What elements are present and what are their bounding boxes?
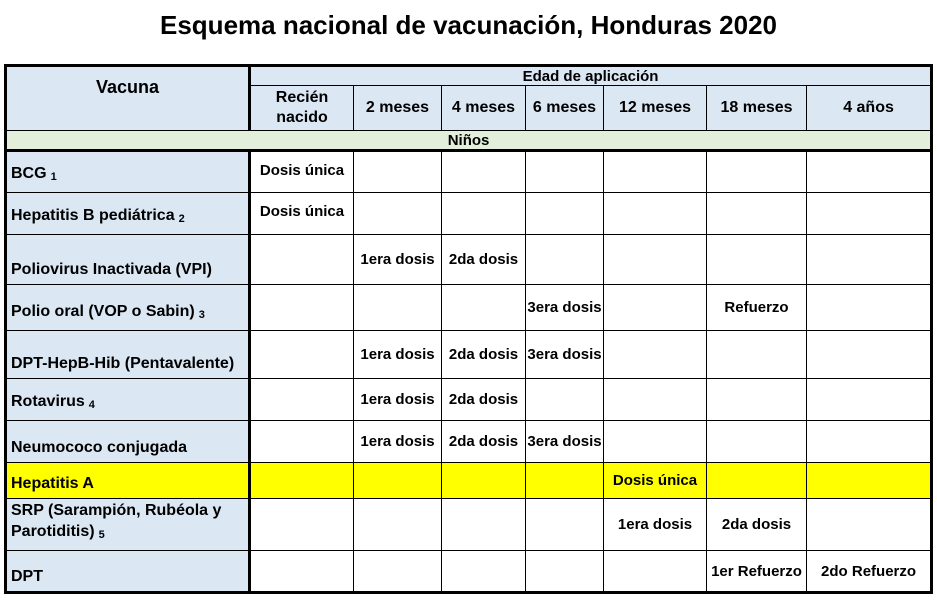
table-row <box>6 285 932 331</box>
age-header: 6 meses <box>526 86 604 131</box>
age-header: 4 meses <box>442 86 526 131</box>
footnote-marker: 5 <box>98 529 105 541</box>
table-row <box>6 463 932 499</box>
age-header: 12 meses <box>604 86 707 131</box>
group-label: Niños <box>6 131 932 151</box>
dose-cell <box>707 379 807 421</box>
vaccine-name <box>6 285 250 331</box>
dose-cell <box>354 499 442 551</box>
dose-cell <box>354 151 442 193</box>
dose-cell <box>250 235 354 285</box>
vaccine-name <box>6 193 250 235</box>
dose-cell: 2da dosis <box>442 421 526 463</box>
dose-cell <box>807 235 932 285</box>
vaccine-label: Hepatitis B pediátrica <box>11 207 175 224</box>
dose-cell: Dosis única <box>250 151 354 193</box>
vaccine-name <box>6 463 250 499</box>
dose-cell <box>250 463 354 499</box>
dose-cell: 1era dosis <box>354 235 442 285</box>
dose-cell: 1era dosis <box>354 421 442 463</box>
table-row <box>6 379 932 421</box>
dose-cell: 2da dosis <box>442 331 526 379</box>
dose-cell <box>604 379 707 421</box>
dose-cell <box>442 151 526 193</box>
dose-cell <box>807 193 932 235</box>
dose-cell: 2da dosis <box>442 235 526 285</box>
dose-cell <box>250 551 354 593</box>
dose-cell <box>354 551 442 593</box>
dose-cell: 1era dosis <box>604 499 707 551</box>
vaccine-name <box>6 331 250 379</box>
vaccine-name <box>6 151 250 193</box>
dose-cell <box>442 193 526 235</box>
dose-cell <box>604 151 707 193</box>
vaccine-name <box>6 499 250 551</box>
dose-cell: Refuerzo <box>707 285 807 331</box>
age-header: Recién nacido <box>250 86 354 131</box>
page-title: Esquema nacional de vacunación, Honduras 2020 <box>160 10 777 40</box>
dose-cell <box>604 551 707 593</box>
vaccine-name <box>6 421 250 463</box>
dose-cell <box>807 285 932 331</box>
dose-cell <box>250 379 354 421</box>
vaccine-name <box>6 551 250 593</box>
dose-cell <box>807 379 932 421</box>
dose-cell <box>442 551 526 593</box>
dose-cell: 2da dosis <box>442 379 526 421</box>
dose-cell <box>604 193 707 235</box>
dose-cell <box>807 463 932 499</box>
dose-cell <box>604 235 707 285</box>
dose-cell <box>604 421 707 463</box>
dose-cell: Dosis única <box>604 463 707 499</box>
dose-cell: Dosis única <box>250 193 354 235</box>
table-row <box>6 235 932 285</box>
vaccine-label: SRP (Sarampión, Rubéola y Parotiditis) <box>11 502 222 540</box>
vaccine-label: DPT-HepB-Hib (Pentavalente) <box>11 355 235 372</box>
footnote-marker: 3 <box>198 309 205 321</box>
dose-cell <box>354 285 442 331</box>
table-row <box>6 193 932 235</box>
dose-cell <box>604 331 707 379</box>
dose-cell <box>250 285 354 331</box>
dose-cell <box>807 499 932 551</box>
table-row <box>6 499 932 551</box>
vaccine-label: Poliovirus Inactivada (VPI) <box>11 261 212 278</box>
age-group-header: Edad de aplicación <box>250 66 932 86</box>
dose-cell <box>526 151 604 193</box>
dose-cell <box>250 499 354 551</box>
dose-cell <box>526 235 604 285</box>
vaccine-name <box>6 379 250 421</box>
dose-cell <box>707 331 807 379</box>
dose-cell <box>526 463 604 499</box>
dose-cell: 1era dosis <box>354 379 442 421</box>
dose-cell <box>604 285 707 331</box>
dose-cell <box>526 193 604 235</box>
table-row <box>6 551 932 593</box>
dose-cell <box>354 193 442 235</box>
table-row <box>6 151 932 193</box>
vaccine-label: Polio oral (VOP o Sabin) <box>11 303 195 320</box>
footnote-marker: 2 <box>178 213 185 225</box>
dose-cell <box>526 499 604 551</box>
vaccine-name <box>6 235 250 285</box>
dose-cell: 3era dosis <box>526 331 604 379</box>
vaccine-label: Rotavirus <box>11 393 85 410</box>
dose-cell: 3era dosis <box>526 285 604 331</box>
dose-cell <box>250 331 354 379</box>
footnote-marker: 4 <box>88 399 95 411</box>
dose-cell <box>807 331 932 379</box>
dose-cell <box>526 379 604 421</box>
dose-cell <box>250 421 354 463</box>
dose-cell <box>707 235 807 285</box>
dose-cell <box>707 421 807 463</box>
footnote-marker: 1 <box>50 171 57 183</box>
age-header: 4 años <box>807 86 932 131</box>
dose-cell: 2da dosis <box>707 499 807 551</box>
dose-cell <box>707 193 807 235</box>
age-header: 2 meses <box>354 86 442 131</box>
vaccine-column-header: Vacuna <box>6 66 250 131</box>
dose-cell: 1era dosis <box>354 331 442 379</box>
dose-cell: 1er Refuerzo <box>707 551 807 593</box>
dose-cell: 2do Refuerzo <box>807 551 932 593</box>
dose-cell <box>707 463 807 499</box>
dose-cell <box>354 463 442 499</box>
dose-cell <box>807 421 932 463</box>
dose-cell <box>807 151 932 193</box>
vaccine-label: DPT <box>11 568 43 585</box>
vaccine-label: Hepatitis A <box>11 475 94 492</box>
dose-cell <box>442 285 526 331</box>
dose-cell <box>442 499 526 551</box>
dose-cell <box>707 151 807 193</box>
table-row <box>6 331 932 379</box>
dose-cell <box>442 463 526 499</box>
dose-cell: 3era dosis <box>526 421 604 463</box>
age-header: 18 meses <box>707 86 807 131</box>
dose-cell <box>526 551 604 593</box>
table-row <box>6 421 932 463</box>
vaccine-label: BCG <box>11 165 47 182</box>
vaccination-schedule-table <box>4 64 933 594</box>
vaccine-label: Neumococo conjugada <box>11 439 188 456</box>
